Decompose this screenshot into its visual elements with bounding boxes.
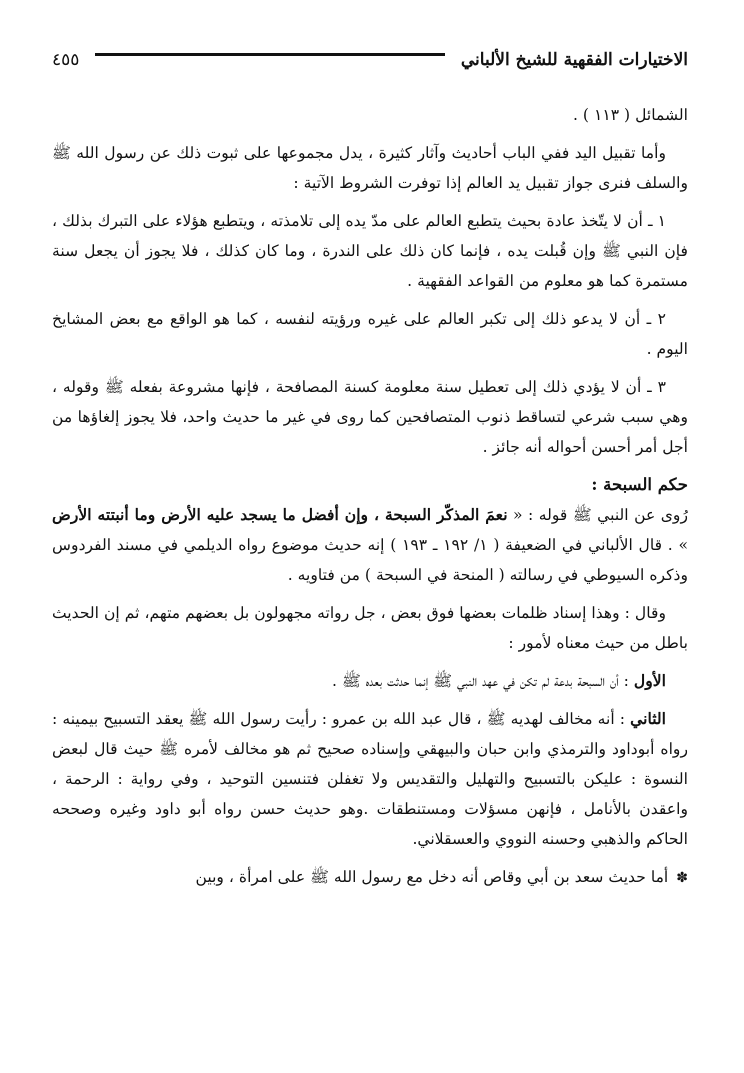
hadith-text: نعمَ المذكّر السبحة ، وإن أفضل ما يسجد عليه الأرض وما أنبتته الأرض	[52, 505, 508, 524]
saad-text: أما حديث سعد بن أبي وقاص أنه دخل مع رسول الله ﷺ على امرأة ، وبين	[195, 868, 669, 886]
page-number: ٤٥٥	[52, 50, 80, 70]
header-rule	[95, 53, 444, 56]
paragraph-subha-hadith	[52, 500, 688, 590]
second-label: الثاني	[630, 709, 666, 728]
page-header	[52, 40, 688, 80]
hadith-commentary: » . قال الألباني في الضعيفة ( ١/ ١٩٢ ـ ١٩٣ ) إنه حديث موضوع رواه الديلمي في مسند الفردوس وذكره السيوطي في رسالته ( المنحة في السبحة ) من فتاويه .	[52, 536, 688, 584]
first-label: الأول	[633, 671, 666, 690]
paragraph-first-reason	[52, 666, 688, 696]
paragraph-second-reason	[52, 704, 688, 854]
paragraph-citation: الشمائل ( ١١٣ ) .	[572, 106, 688, 124]
paragraph-isnad: وقال : وهذا إسناد ظلمات بعضها فوق بعض ، جل رواته مجهولون بل بعضهم متهم، ثم إن الحديث باطل من حيث معناه لأمور :	[52, 604, 688, 652]
page-body	[52, 100, 688, 893]
section-heading: حكم السبحة :	[591, 475, 688, 494]
paragraph-condition-2: ٢ ـ أن لا يدعو ذلك إلى تكبر العالم على غيره ورؤيته لنفسه ، كما هو الواقع مع بعض المشايخ اليوم .	[52, 310, 688, 358]
paragraph-hand-kissing: وأما تقبيل اليد ففي الباب أحاديث وآثار كثيرة ، يدل مجموعها على ثبوت ذلك عن رسول الله ﷺ والسلف فنرى جواز تقبيل يد العالم إذا توفرت الشروط الآتية :	[52, 144, 688, 192]
book-title: الاختيارات الفقهية للشيخ الألباني	[460, 50, 688, 70]
star-icon: ✽	[676, 870, 688, 886]
book-page	[52, 40, 688, 1050]
first-text: : أن السبحة بدعة لم تكن في عهد النبي ﷺ إنما حدثت بعده ﷺ .	[332, 672, 629, 690]
second-text: : أنه مخالف لهديه ﷺ ، قال عبد الله بن عمرو : رأيت رسول الله ﷺ يعقد التسبيح بيمينه : رواه أبوداود والترمذي وابن حبان والبيهقي وإسناده صحيح ثم هو مخالف لأمره ﷺ حيث قال لبعض النسوة : عليكن بالتسبيح والتهليل والتقديس ولا تغفلن فتنسين التوحيد ، وفي رواية : الرحمة ، واعقدن بالأنامل ، فإنهن مسؤلات ومستنطقات .وهو حديث حسن رواه أبو داود وغيره وصححه الحاكم والذهبي وحسنه النووي والعسقلاني.	[52, 710, 688, 848]
paragraph-saad-hadith	[52, 862, 688, 893]
hadith-intro: رُوى عن النبي ﷺ قوله : «	[507, 506, 688, 524]
paragraph-condition-3: ٣ ـ أن لا يؤدي ذلك إلى تعطيل سنة معلومة كسنة المصافحة ، فإنها مشروعة بفعله ﷺ وقوله ، وهي سبب شرعي لتساقط ذنوب المتصافحين كما روى في غير ما حديث واحد، فلا يجوز إلغاؤها من أجل أمر أحسن أحواله أنه جائز .	[52, 378, 688, 456]
paragraph-condition-1: ١ ـ أن لا يتّخذ عادة بحيث يتطبع العالم على مدّ يده إلى تلامذته ، ويتطبع هؤلاء على التبرك بذلك ، فإن النبي ﷺ وإن قُبلت يده ، فإنما كان ذلك على الندرة ، وما كان كذلك ، فلا يجوز أن يجعل سنة مستمرة كما هو معلوم من القواعد الفقهية .	[52, 212, 688, 290]
